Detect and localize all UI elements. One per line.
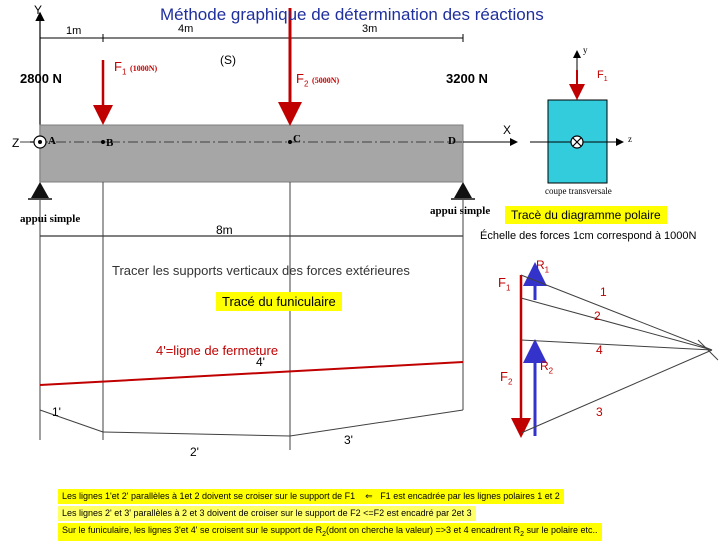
funicular-supports-text: Tracer les supports verticaux des forces extérieures xyxy=(112,263,410,278)
polar-r1-label: $R_1$ xyxy=(536,258,550,275)
dimension-4m: 4m xyxy=(178,23,194,35)
polar-heading: Tracè du diagramme polaire xyxy=(505,206,667,224)
funicular-label-4p: 4' xyxy=(256,355,265,369)
closing-line-label: 4'=ligne de fermeture xyxy=(156,343,279,358)
page-title: Méthode graphique de détermination des réactions xyxy=(160,5,544,24)
beam-body xyxy=(40,125,463,182)
funicular-label-2p: 2' xyxy=(190,445,199,459)
point-c-label: C xyxy=(293,133,301,145)
section-label: (S) xyxy=(220,53,236,67)
polar-ray-4-label: 4 xyxy=(596,343,603,357)
funicular-line-2p xyxy=(103,432,290,436)
funicular-label-1p: 1' xyxy=(52,405,61,419)
funicular-line-1p xyxy=(40,410,103,432)
funicular-label-3p: 3' xyxy=(344,433,353,447)
polar-ray-2-label: 2 xyxy=(594,309,601,323)
section-y-label: y xyxy=(583,45,588,55)
dimension-3m: 3m xyxy=(362,23,378,35)
polar-scale: Échelle des forces 1cm correspond à 1000N xyxy=(480,230,697,242)
beam-z-axis-label: Z xyxy=(12,136,20,150)
point-d-label: D xyxy=(448,135,456,147)
force-f1-label: $F_1$ (1000N) xyxy=(114,59,158,77)
support-right-triangle xyxy=(454,182,472,198)
section-z-label: z xyxy=(628,134,632,144)
force-f2-label: $F_2$ (5000N) xyxy=(296,71,340,89)
support-left-label: appui simple xyxy=(20,213,81,225)
point-a-label: A xyxy=(48,135,56,147)
note-line-3: Sur le funiculaire, les lignes 3'et 4' se croisent sur le support de $R_2(dont$ on cherche la valeur) =>3 et 4 encadrent $R_2$ sur le polaire etc.. xyxy=(58,523,602,541)
beam-y-axis-label: Y xyxy=(34,3,43,17)
note-line-1: Les lignes 1'et 2' parallèles à 1et 2 doivent se croiser sur le support de F1 ⇐ F1 est encadrée par les lignes polaires 1 et 2 xyxy=(58,489,564,504)
polar-ray-1-label: 1 xyxy=(600,285,607,299)
polar-f1-label: $F_1$ xyxy=(498,275,511,293)
z-axis-dot xyxy=(38,140,42,144)
reaction-right-value: 3200 N xyxy=(446,71,488,86)
funicular-line-3p xyxy=(290,410,463,436)
reaction-left-value: 2800 N xyxy=(20,71,62,86)
section-caption: coupe transversale xyxy=(545,186,612,196)
polar-pole-tick xyxy=(698,340,718,360)
section-force-label: $F_1$ xyxy=(597,69,608,84)
polar-ray-2 xyxy=(521,298,712,350)
polar-ray-4 xyxy=(521,340,712,350)
support-right-label: appui simple xyxy=(430,205,491,217)
dimension-8m: 8m xyxy=(216,223,233,237)
note-line-2: Les lignes 2' et 3' parallèles à 2 et 3 doivent de croiser sur le support de F2 <=F2 est encadré par 2et 3 xyxy=(58,506,476,521)
point-b-dot xyxy=(101,140,105,144)
polar-r2-label: $R_2$ xyxy=(540,359,554,376)
polar-ray-1 xyxy=(521,275,712,350)
polar-ray-3-label: 3 xyxy=(596,405,603,419)
funicular-heading: Tracé du funiculaire xyxy=(216,292,342,311)
point-b-label: B xyxy=(106,137,114,149)
dimension-1m: 1m xyxy=(66,25,82,37)
point-c-dot xyxy=(288,140,292,144)
polar-f2-label: $F_2$ xyxy=(500,369,513,387)
support-left-triangle xyxy=(31,182,49,198)
beam-x-axis-label: X xyxy=(503,123,512,137)
